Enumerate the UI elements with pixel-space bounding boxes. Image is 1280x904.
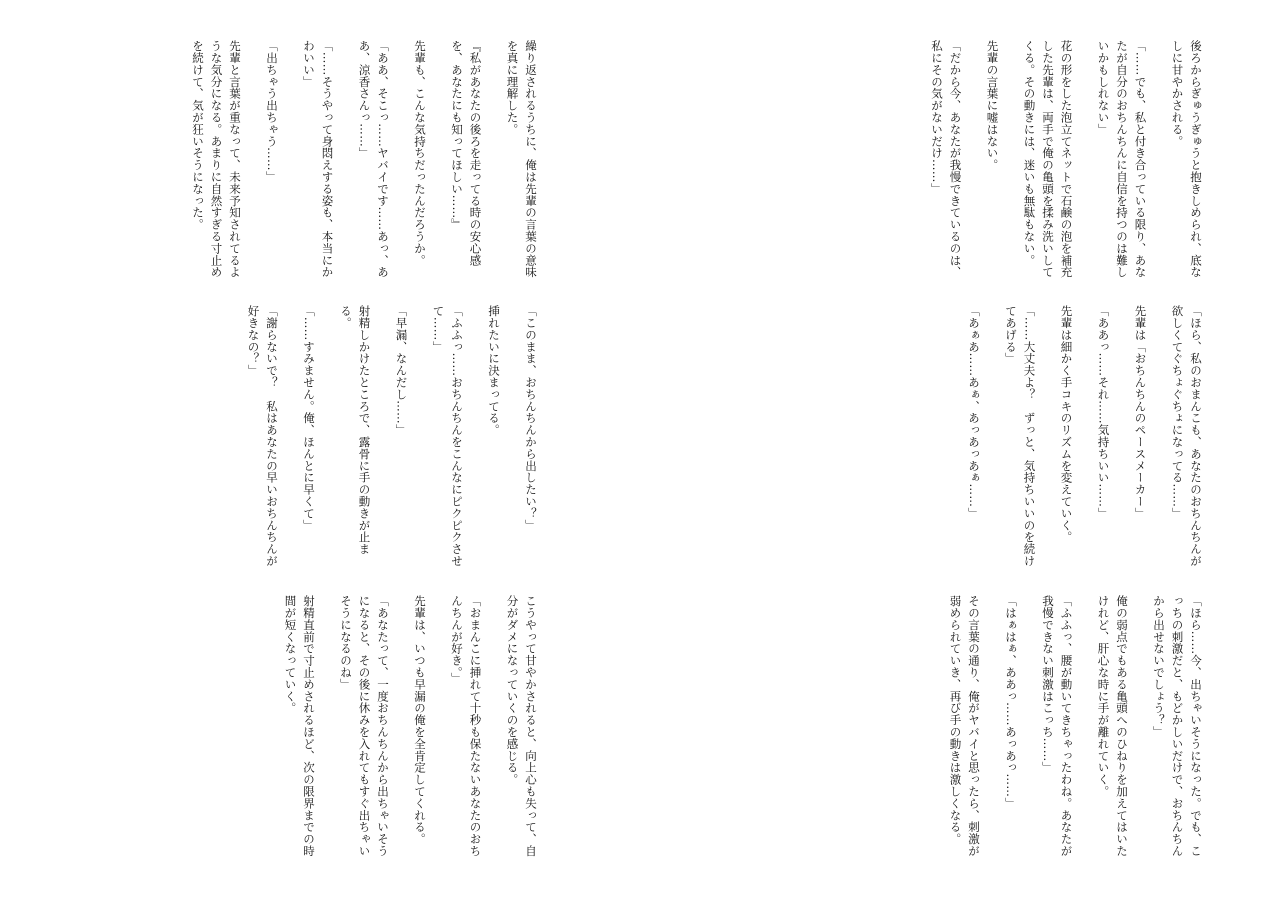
right-page-middle-band	[735, 305, 1205, 575]
left-page-top-band	[70, 40, 540, 285]
left-page-middle-text: 「このまま、おちんちんから出したい？」 挿れたいに決まってる。 「ふふっ……おちんちんをこんなにピクピクさせて……」 「早漏、なんだし……」 射精しかけたところで、露骨に手の動きが止まる。 「……すみません。俺、ほんとに早くて」 「謝らないで？ 私はあなたの早いおちんちんが好きなの？」	[246, 305, 538, 567]
left-page	[70, 40, 540, 860]
right-page	[735, 40, 1205, 860]
left-page-top-text: 繰り返されるうちに、俺は先輩の言葉の意味を真に理解した。 『私があなたの後ろを走ってる時の安心感を、あなたにも知ってほしい……』 先輩も、こんな気持ちだったんだろうか。 「ああ、そこっ……ヤバイです……あっ、ああ、涼香さんっ……」 「……そうやって身悶えする姿も、本当にかわいい」 「出ちゃう出ちゃう……」 先輩と言葉が重なって、未来予知されてるような気分になる。あまりに自然すぎる寸止めを続けて、気が狂いそうになった。	[191, 40, 538, 278]
left-page-bottom-text: こうやって甘やかされると、向上心も失って、自分がダメになっていくのを感じる。 「おまんこに挿れて十秒も保たないあなたのおちんちんが好き。」 先輩は、いつも早漏の俺を全肯定してくれる。 「あなたって、一度おちんちんから出ちゃいそうになると、その後に休みを入れてもすぐ出ちゃいそうになるのね」 射精直前で寸止めされるほど、次の限界までの時間が短くなっていく。	[283, 595, 538, 857]
left-page-bottom-band	[70, 595, 540, 860]
right-page-bottom-text: 「ほら……今、出ちゃいそうになった。でも、こっちの刺激だと、もどかしいだけで、おちんちんから出せないでしょう？」 俺の弱点でもある亀頭へのひねりを加えてはいたけれど、肝心な時に手が離れていく。 「ふふっ、腰が動いてきちゃったわね。あなたが我慢できない刺激はこっち……」 「はぁはぁ、ああっ……あっあっ……」 その言葉の通り、俺がヤバイと思ったら、刺激が弱められていき、再び手の動きは激しくなる。	[948, 595, 1203, 857]
left-page-middle-band	[70, 305, 540, 575]
right-page-bottom-band	[735, 595, 1205, 860]
page-gutter	[639, 0, 641, 904]
right-page-middle-text: 「ほら、私のおまんこも、あなたのおちんちんが欲しくてぐちょぐちょになってる……」 先輩は「おちんちんのペースメーカー」 「ああっ……それ……気持ちいい……」 先輩は細かく手コキのリズムを変えていく。 「……大丈夫よ？ ずっと、気持ちいいのを続けてあげる」 「あぁあ……あぁ、あっあっあぁ……」	[967, 305, 1203, 567]
right-page-top-band	[735, 40, 1205, 285]
right-page-top-text: 後ろからぎゅうぎゅうと抱きしめられ、底なしに甘やかされる。 「……でも、私と付き合っている限り、あなたが自分のおちんちんに自信を持つのは難しいかもしれない」 花の形をした泡立てネットで石鹸の泡を補充した先輩は、両手で俺の亀頭を揉み洗いしてくる。その動きには、迷いも無駄もない。 先輩の言葉に嘘はない。 「だから今、あなたが我慢できているのは、私にその気がないだけ……」	[930, 40, 1203, 278]
